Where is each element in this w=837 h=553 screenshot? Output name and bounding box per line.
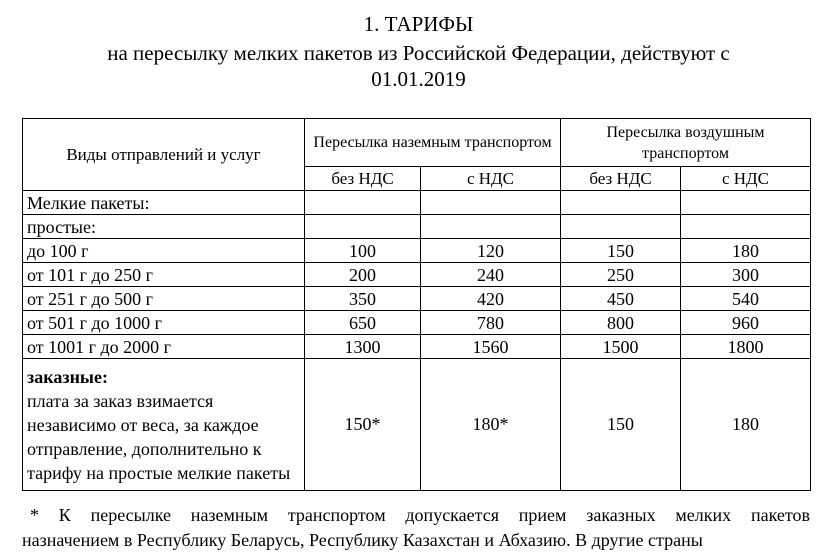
header-air: Пересылка воздушным транспортом [561, 119, 811, 167]
registered-row [23, 359, 811, 491]
table-row [23, 263, 811, 287]
section-simple: простые: [23, 215, 305, 239]
price-ground-with-vat: 180* [421, 359, 561, 491]
section-small-packets: Мелкие пакеты: [23, 191, 305, 215]
table-row [23, 287, 811, 311]
price-air-with-vat: 540 [681, 287, 811, 311]
price-ground-no-vat: 350 [305, 287, 421, 311]
header-kind: Виды отправлений и услуг [23, 119, 305, 191]
registered-cell [23, 359, 305, 491]
price-air-no-vat: 250 [561, 263, 681, 287]
header-ground: Пересылка наземным транспортом [305, 119, 561, 167]
price-ground-with-vat: 420 [421, 287, 561, 311]
header-ground-no-vat: без НДС [305, 167, 421, 191]
price-air-with-vat: 300 [681, 263, 811, 287]
price-air-with-vat: 180 [681, 359, 811, 491]
footnote-line-2: назначением в Республику Беларусь, Республику Казахстан и Абхазию. В другие страны [22, 530, 703, 550]
price-air-no-vat: 150 [561, 239, 681, 263]
price-ground-no-vat: 1300 [305, 335, 421, 359]
weight-label: до 100 г [23, 239, 305, 263]
table-row [23, 239, 811, 263]
price-ground-with-vat: 120 [421, 239, 561, 263]
header-air-no-vat: без НДС [561, 167, 681, 191]
weight-label: от 251 г до 500 г [23, 287, 305, 311]
price-ground-no-vat: 150* [305, 359, 421, 491]
price-air-no-vat: 800 [561, 311, 681, 335]
weight-label: от 1001 г до 2000 г [23, 335, 305, 359]
registered-description: плата за заказ взимается независимо от веса, за каждое отправление, дополнительно к тарифу на простые мелкие пакеты [27, 390, 291, 483]
price-air-no-vat: 450 [561, 287, 681, 311]
price-ground-with-vat: 240 [421, 263, 561, 287]
table-row [23, 335, 811, 359]
table-row [23, 311, 811, 335]
price-ground-no-vat: 200 [305, 263, 421, 287]
header-ground-with-vat: с НДС [421, 167, 561, 191]
price-ground-no-vat: 650 [305, 311, 421, 335]
price-air-with-vat: 180 [681, 239, 811, 263]
section-row [23, 215, 811, 239]
price-ground-with-vat: 780 [421, 311, 561, 335]
price-air-with-vat: 1800 [681, 335, 811, 359]
section-row [23, 191, 811, 215]
price-ground-no-vat: 100 [305, 239, 421, 263]
document-title: 1. ТАРИФЫ [363, 12, 474, 36]
weight-label: от 101 г до 250 г [23, 263, 305, 287]
weight-label: от 501 г до 1000 г [23, 311, 305, 335]
registered-title: заказные: [27, 366, 108, 387]
document-subtitle: на пересылку мелких пакетов из Российской Федерации, действуют с [107, 41, 730, 65]
price-air-no-vat: 1500 [561, 335, 681, 359]
effective-date: 01.01.2019 [371, 67, 466, 91]
price-ground-with-vat: 1560 [421, 335, 561, 359]
footnote [22, 503, 810, 553]
footnote-line-1: * К пересылке наземным транспортом допускается прием заказных мелких пакетов [30, 505, 810, 525]
price-air-with-vat: 960 [681, 311, 811, 335]
price-air-no-vat: 150 [561, 359, 681, 491]
tariff-table [22, 118, 811, 491]
header-air-with-vat: с НДС [681, 167, 811, 191]
